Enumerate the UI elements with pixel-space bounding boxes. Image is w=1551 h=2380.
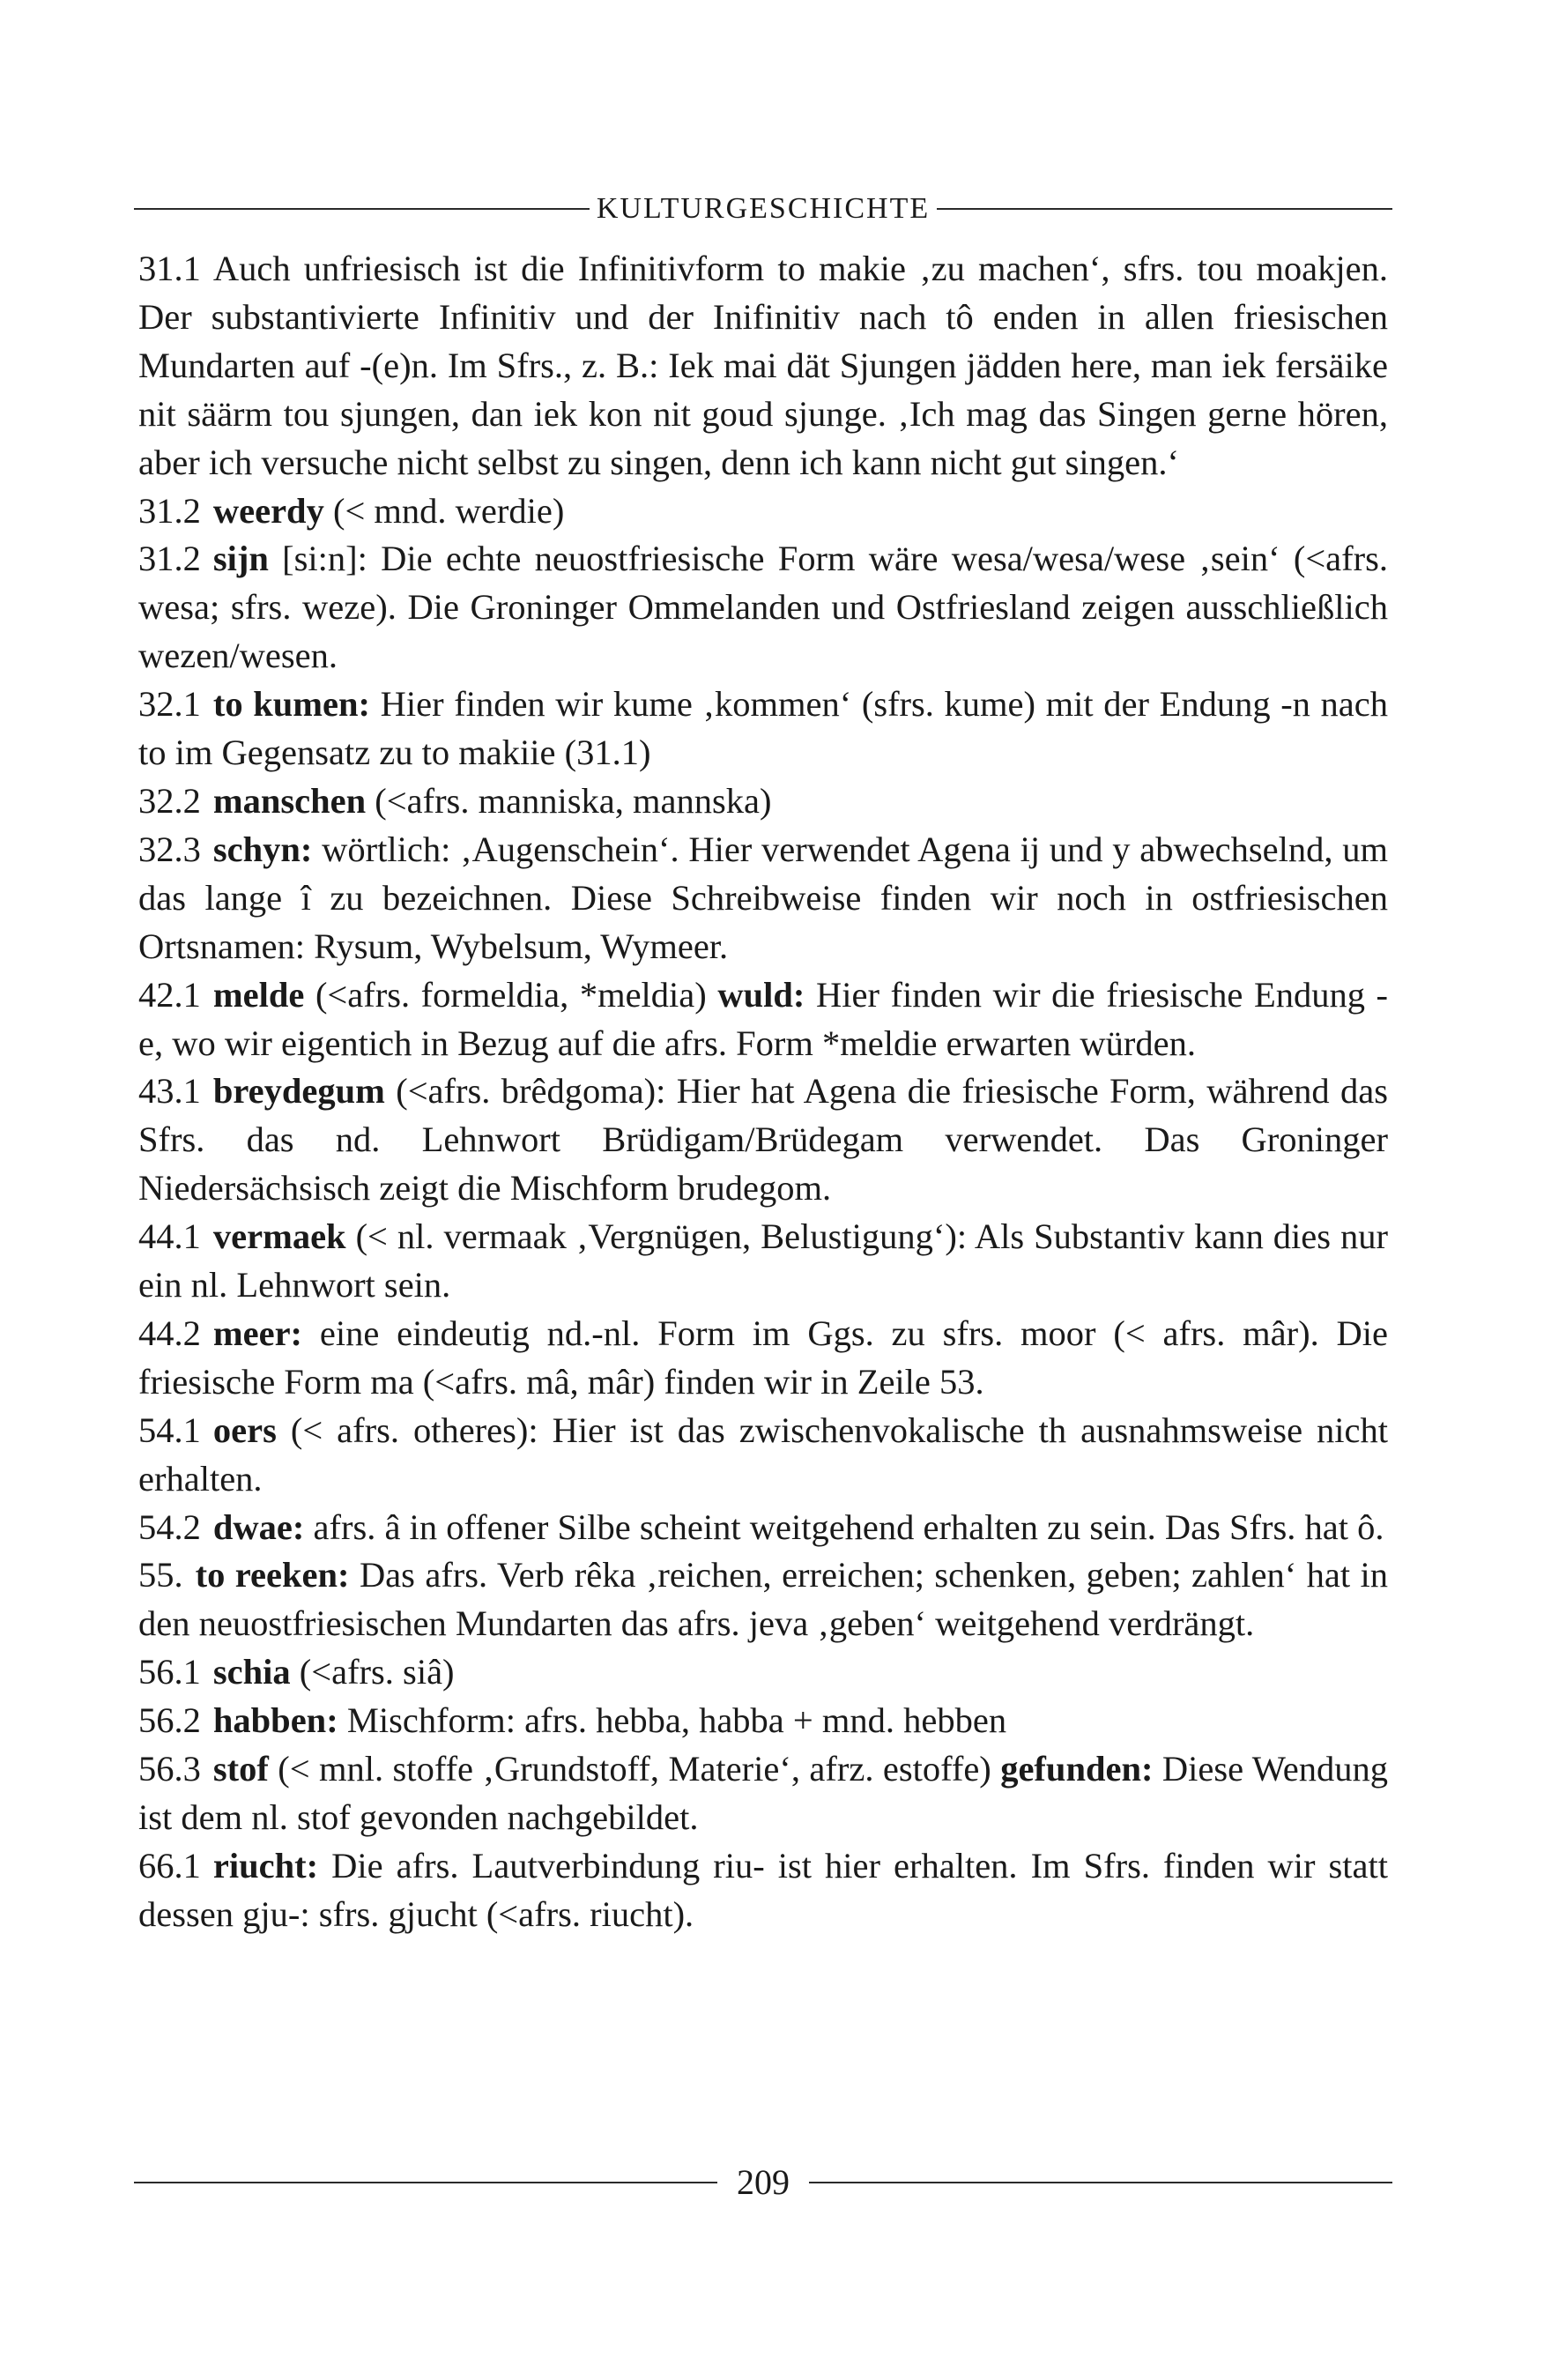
entry-text: Die afrs. Lautverbindung riu- ist hier erhalten. Im Sfrs. finden wir statt dessen gju-: sfrs. gjucht (<afrs. riucht). (138, 1845, 1389, 1934)
entry-lemma: manschen (212, 780, 367, 821)
entry-line-number: 32.3 (138, 829, 201, 869)
entry-lemma: habben: (212, 1700, 338, 1741)
entry-line-number: 31.2 (138, 490, 201, 531)
entry-text: wörtlich: ‚Augenschein‘. Hier verwendet Agena ij und y abwechselnd, um das lange î zu bezeichnen. Diese Schreibweise finden wir noch in ostfriesischen Ortsnamen: Rysum, Wybelsum, Wymeer. (138, 829, 1388, 966)
commentary-entry (138, 971, 1388, 1068)
commentary-body (138, 245, 1388, 1939)
entry-text: [si:n]: Die echte neuostfriesische Form wäre wesa/wesa/wese ‚sein‘ (<afrs. wesa; sfrs. weze). Die Groninger Ommelanden und Ostfriesland zeigen ausschließlich wezen/wesen. (138, 539, 1389, 676)
footer-rule-right (809, 2182, 1392, 2183)
entry-lemma: weerdy (212, 490, 324, 531)
entry-text: afrs. â in offener Silbe scheint weitgehend erhalten zu sein. Das Sfrs. hat ô. (313, 1506, 1384, 1547)
entry-lemma: breydegum (212, 1071, 385, 1112)
entry-lemma: schia (212, 1652, 291, 1692)
entry-second-text: Diese Wendung ist dem nl. stof gevonden nachgebildet. (138, 1749, 1388, 1837)
entry-lemma: stof (212, 1749, 269, 1789)
entry-second-text: Hier finden wir die friesische Endung -e, wo wir eigentich in Bezug auf die afrs. Form *meldie erwarten würden. (138, 974, 1389, 1063)
commentary-entry (138, 826, 1388, 971)
page-footer (134, 2158, 1392, 2207)
commentary-entry (138, 1067, 1388, 1213)
commentary-entry (138, 777, 1388, 826)
entry-line-number: 32.2 (138, 780, 201, 821)
entry-text: (<afrs. formeldia, *meldia) (315, 974, 707, 1015)
entry-line-number: 43.1 (138, 1071, 201, 1112)
entry-line-number: 31.1 (138, 249, 201, 288)
entry-line-number: 31.2 (138, 539, 201, 579)
commentary-entry (138, 1551, 1388, 1648)
entry-line-number: 56.2 (138, 1700, 201, 1741)
entry-text: Auch unfriesisch ist die Infinitivform to makie ‚zu machen‘, sfrs. tou moakjen. Der substantivierte Infinitiv und der Inifinitiv nach tô enden in allen friesischen Mundarten auf -(e)n. Im Sfrs., z. B.: Iek mai dät Sjungen jädden here, man iek fersäike nit säärm tou sjungen, dan iek kon nit goud sjunge. ‚Ich mag das Singen gerne hören, aber ich versuche nicht selbst zu singen, denn ich kann nicht gut singen.‘ (138, 249, 1388, 482)
entry-line-number: 44.2 (138, 1313, 201, 1353)
entry-line-number: 56.1 (138, 1652, 201, 1692)
header-rule-right (937, 208, 1392, 210)
commentary-entry (138, 1407, 1388, 1504)
entry-text: (< mnl. stoffe ‚Grundstoff, Materie‘, afrz. estoffe) (278, 1749, 991, 1789)
entry-lemma: schyn: (212, 829, 313, 869)
entry-lemma: sijn (212, 539, 269, 579)
entry-line-number: 54.1 (138, 1409, 201, 1450)
commentary-entry (138, 245, 1388, 487)
entry-lemma: vermaek (212, 1216, 346, 1257)
entry-line-number: 42.1 (138, 974, 201, 1015)
entry-text: (< afrs. otheres): Hier ist das zwischenvokalische th ausnahmsweise nicht erhalten. (138, 1409, 1389, 1499)
entry-lemma: to kumen: (212, 684, 371, 725)
commentary-entry (138, 1745, 1388, 1842)
entry-line-number: 56.3 (138, 1749, 201, 1789)
entry-lemma: meer: (212, 1313, 303, 1353)
entry-text: (< mnd. werdie) (332, 490, 565, 531)
commentary-entry (138, 1842, 1388, 1939)
entry-line-number: 54.2 (138, 1506, 201, 1547)
commentary-entry (138, 535, 1388, 681)
entry-line-number: 66.1 (138, 1845, 201, 1885)
entry-lemma: dwae: (212, 1506, 305, 1547)
commentary-entry (138, 1648, 1388, 1697)
entry-lemma: to reeken: (195, 1555, 350, 1595)
commentary-entry (138, 1504, 1388, 1552)
entry-lemma: oers (212, 1409, 277, 1450)
entry-text: Das afrs. Verb rêka ‚reichen, erreichen; schenken, geben; zahlen‘ hat in den neuostfriesischen Mundarten das afrs. jeva ‚geben‘ weitgehend verdrängt. (138, 1555, 1389, 1644)
entry-line-number: 32.1 (138, 684, 201, 725)
commentary-entry (138, 681, 1388, 777)
entry-text: Mischform: afrs. hebba, habba + mnd. hebben (346, 1700, 1007, 1741)
entry-line-number: 44.1 (138, 1216, 201, 1257)
commentary-entry (138, 487, 1388, 536)
entry-text: (< nl. vermaak ‚Vergnügen, Belustigung‘): Als Substantiv kann dies nur ein nl. Lehnwort sein. (138, 1216, 1388, 1305)
commentary-entry (138, 1310, 1388, 1407)
entry-lemma: melde (212, 974, 305, 1015)
footer-rule-left (134, 2182, 717, 2183)
entry-line-number: 55. (138, 1555, 183, 1595)
header-rule-left (134, 208, 590, 210)
entry-text: (<afrs. siâ) (299, 1652, 455, 1692)
entry-text: (<afrs. manniska, mannska) (375, 780, 772, 821)
commentary-entry (138, 1697, 1388, 1745)
running-header (134, 187, 1392, 231)
page-number: 209 (737, 2162, 790, 2202)
entry-text: eine eindeutig nd.-nl. Form im Ggs. zu sfrs. moor (< afrs. mâr). Die friesische Form ma (<afrs. mâ, mâr) finden wir in Zeile 53. (138, 1313, 1389, 1402)
entry-second-lemma: wuld: (717, 974, 805, 1015)
entry-second-lemma: gefunden: (1000, 1749, 1154, 1789)
entry-lemma: riucht: (212, 1845, 319, 1885)
entry-text: (<afrs. brêdgoma): Hier hat Agena die friesische Form, während das Sfrs. das nd. Lehnwort Brüdigam/Brüdegam verwendet. Das Groninger Niedersächsisch zeigt die Mischform brudegom. (138, 1071, 1389, 1209)
running-header-title: KULTURGESCHICHTE (596, 192, 931, 225)
commentary-entry (138, 1213, 1388, 1310)
entry-text: Hier finden wir kume ‚kommen‘ (sfrs. kume) mit der Endung -n nach to im Gegensatz zu to makiie (31.1) (138, 684, 1389, 773)
